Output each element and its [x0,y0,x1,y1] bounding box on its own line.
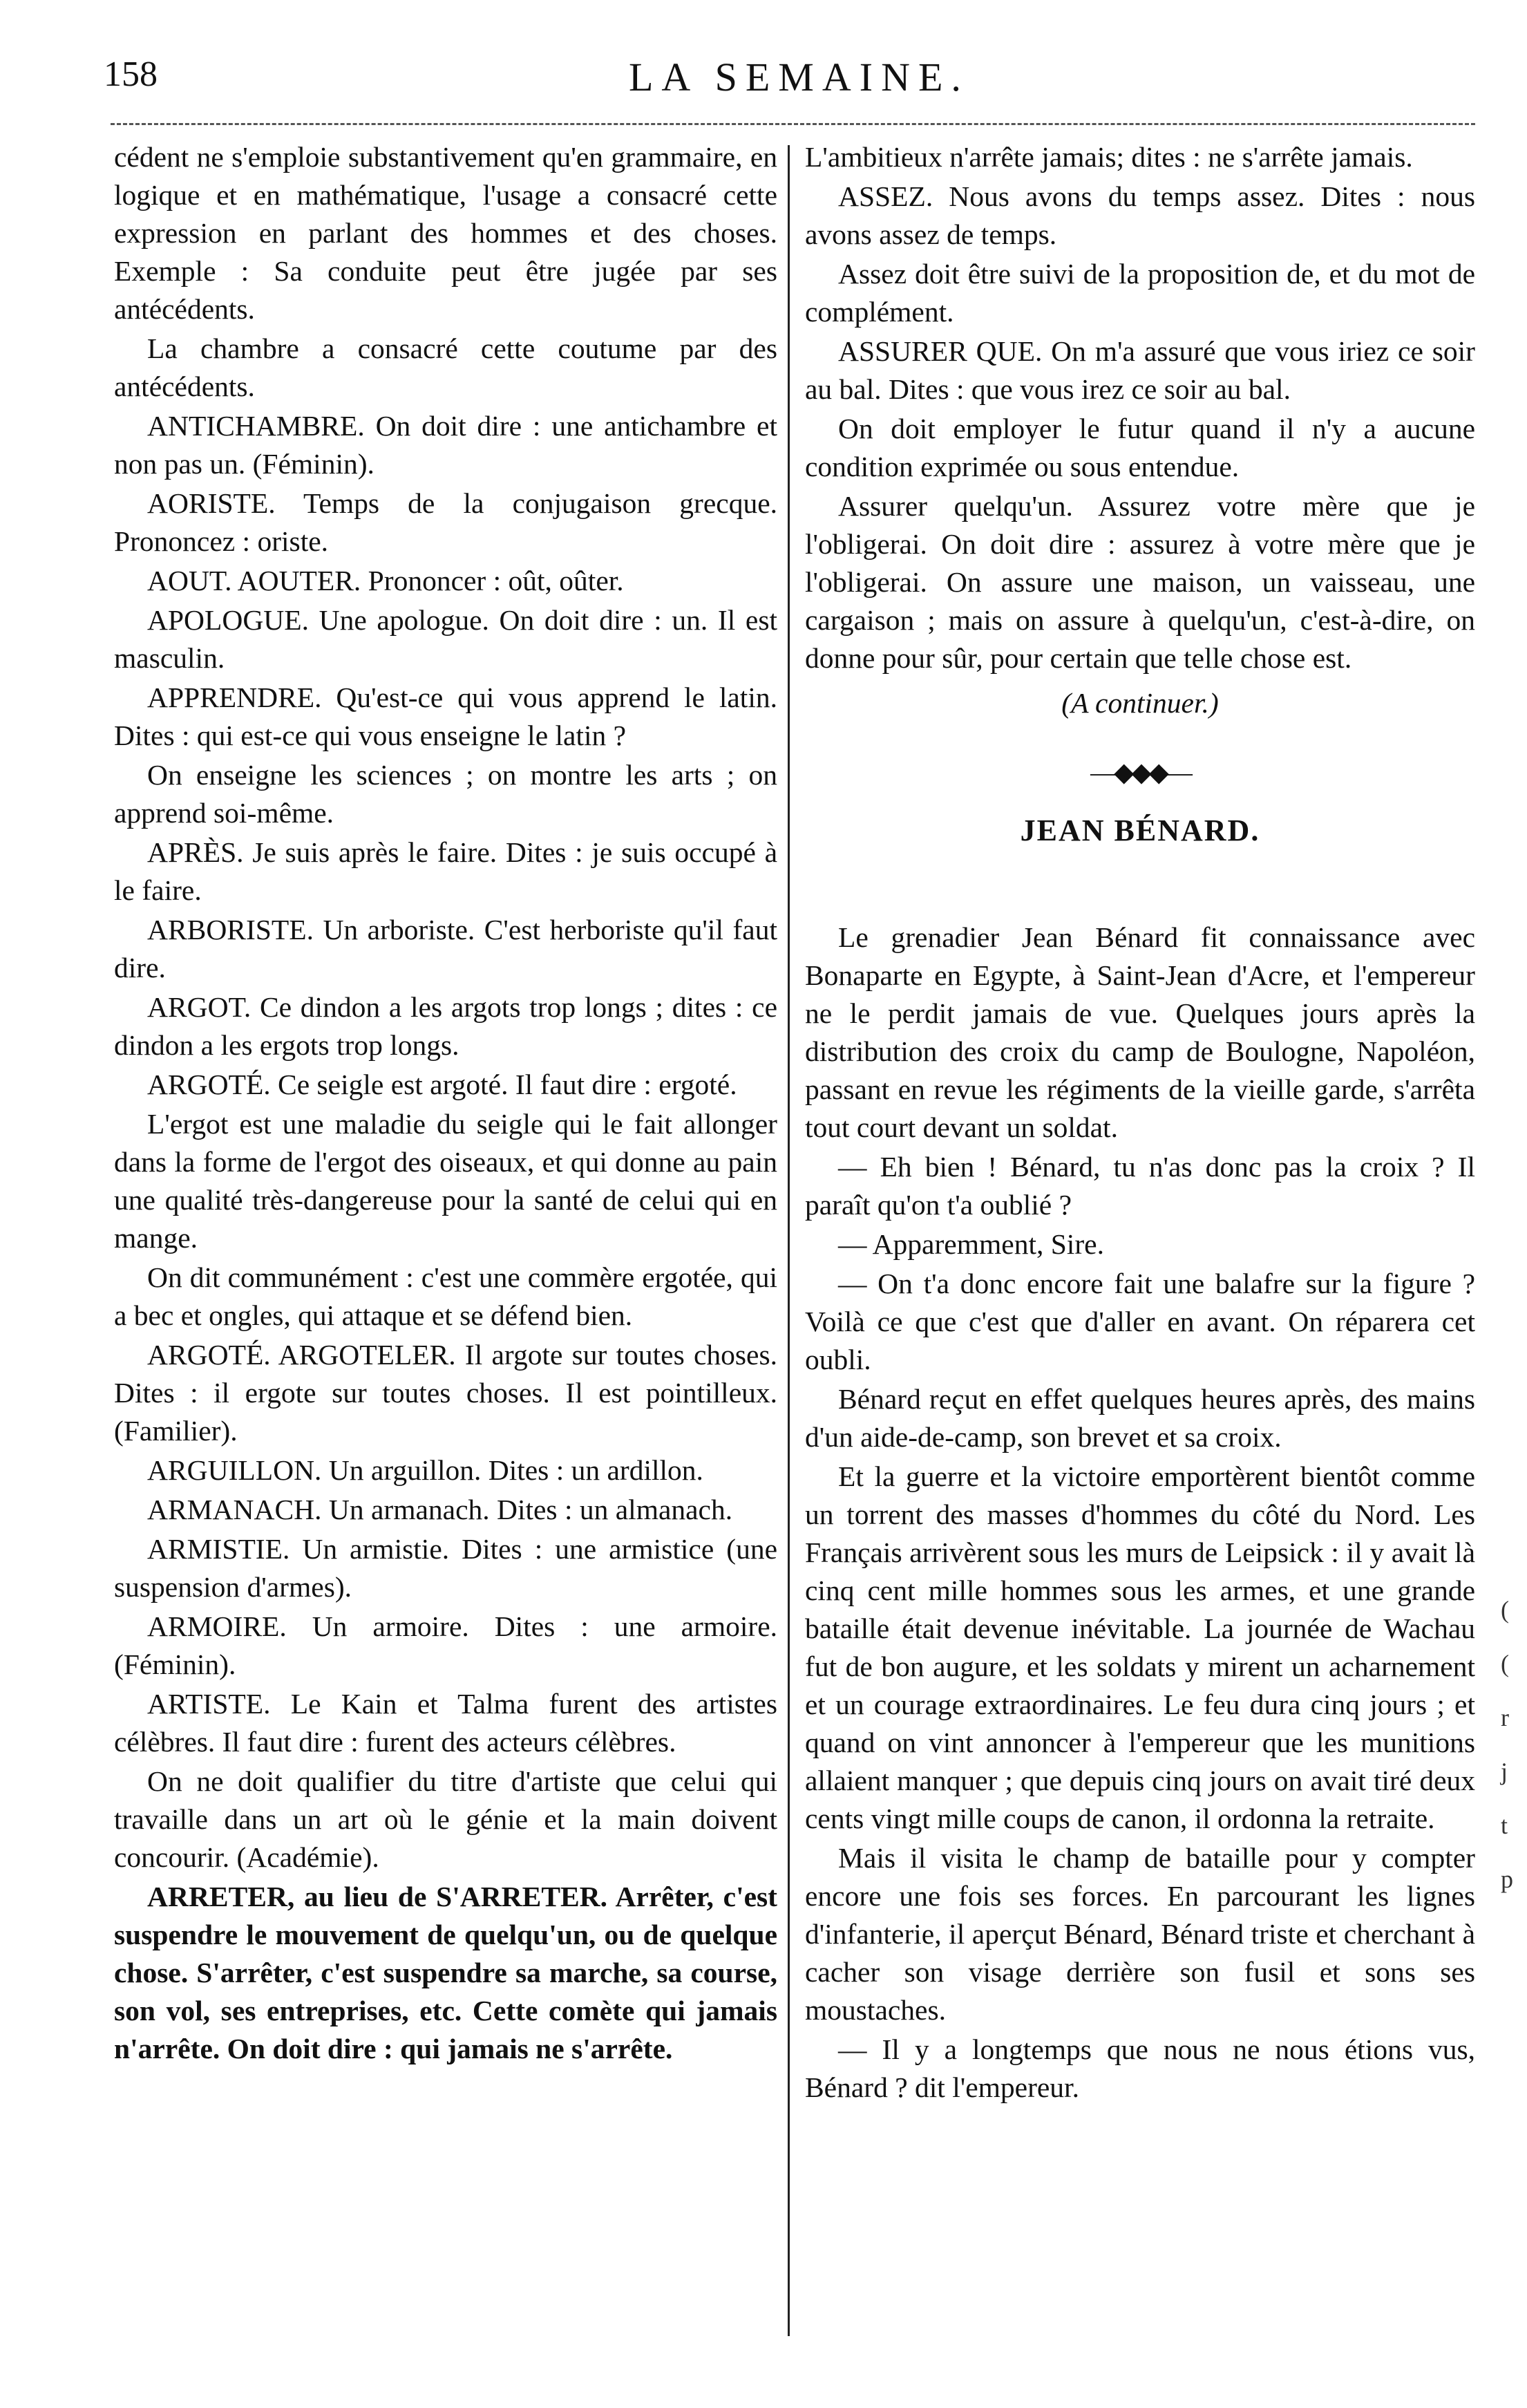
article-paragraph: — On t'a donc encore fait une balafre sur la figure ? Voilà ce que c'est que d'aller en avant. On réparera cet oubli. [805,1268,1475,1375]
entry-apologue: APOLOGUE. Une apologue. On doit dire : un. Il est masculin. [114,604,777,674]
column-divider [788,145,790,2336]
entry-arboriste: ARBORISTE. Un arboriste. C'est herboriste qu'il faut dire. [114,914,777,984]
paragraph: Assez doit être suivi de la proposition de, et du mot de complément. [805,258,1475,328]
entry-argoteler: ARGOTÉ. ARGOTELER. Il argote sur toutes choses. Dites : il ergote sur toutes choses. Il est pointilleux. (Familier). [114,1339,777,1447]
article-paragraph: Bénard reçut en effet quelques heures après, des mains d'un aide-de-camp, son brevet et sa croix. [805,1383,1475,1453]
margin-mark: r [1501,1704,1509,1731]
entry-artiste: ARTISTE. Le Kain et Talma furent des artistes célèbres. Il faut dire : furent des acteurs célèbres. [114,1688,777,1758]
article-paragraph: — Apparemment, Sire. [838,1228,1104,1260]
paragraph: On ne doit qualifier du titre d'artiste que celui qui travaille dans un art où le génie et la main doivent concourir. (Académie). [114,1765,777,1873]
entry-aout: AOUT. AOUTER. Prononcer : oût, oûter. [147,565,624,596]
paragraph: Assurer quelqu'un. Assurez votre mère que je l'obligerai. On doit dire : assurez à votre mère que je l'obligerai. On assure une maison, un vaisseau, une cargaison ; mais on assure à quelqu'un, c'est-à-dire, on donne pour sûr, pour certain que telle chose est. [805,490,1475,674]
entry-argot: ARGOT. Ce dindon a les argots trop longs ; dites : ce dindon a les ergots trop longs. [114,991,777,1061]
entry-armistie: ARMISTIE. Un armistie. Dites : une armistice (une suspension d'armes). [114,1533,777,1603]
ornament-divider: —◆◆◆— [1090,758,1190,787]
article-paragraph: — Il y a longtemps que nous ne nous étions vus, Bénard ? dit l'empereur. [805,2033,1475,2103]
margin-mark: ( [1501,1650,1509,1677]
entry-armoire: ARMOIRE. Un armoire. Dites : une armoire. (Féminin). [114,1610,777,1680]
entry-apres: APRÈS. Je suis après le faire. Dites : je suis occupé à le faire. [114,836,777,906]
entry-antichambre: ANTICHAMBRE. On doit dire : une antichambre et non pas un. (Féminin). [114,410,777,480]
entry-armanach: ARMANACH. Un armanach. Dites : un almanach. [147,1494,733,1525]
entry-aoriste: AORISTE. Temps de la conjugaison grecque. Prononcez : oriste. [114,487,777,557]
entry-argote: ARGOTÉ. Ce seigle est argoté. Il faut dire : ergoté. [147,1069,737,1100]
paragraph: La chambre a consacré cette coutume par des antécédents. [114,332,777,402]
running-title: LA SEMAINE. [629,55,969,100]
margin-mark: ( [1501,1596,1509,1624]
paragraph: L'ambitieux n'arrête jamais; dites : ne s'arrête jamais. [805,141,1413,173]
article-paragraph: — Eh bien ! Bénard, tu n'as donc pas la croix ? Il paraît qu'on t'a oublié ? [805,1151,1475,1221]
left-column [114,138,777,2069]
margin-mark: j [1501,1758,1508,1785]
to-be-continued: (A continuer.) [1061,687,1219,719]
page-header [104,54,1479,109]
paragraph: On enseigne les sciences ; on montre les arts ; on apprend soi-même. [114,759,777,829]
article-paragraph: Le grenadier Jean Bénard fit connaissance avec Bonaparte en Egypte, à Saint-Jean d'Acre, et l'empereur ne le perdit jamais de vue. Quelques jours après la distribution des croix du camp de Boulogne, Napoléon, passant en revue les régiments de la vieille garde, s'arrêta tout court devant un soldat. [805,921,1475,1143]
entry-assurer: ASSURER QUE. On m'a assuré que vous iriez ce soir au bal. Dites : que vous irez ce soir au bal. [805,335,1475,405]
margin-marks [1501,1583,1521,1906]
margin-mark: t [1501,1812,1508,1839]
entry-assez: ASSEZ. Nous avons du temps assez. Dites : nous avons assez de temps. [805,180,1475,250]
paragraph: On doit employer le futur quand il n'y a aucune condition exprimée ou sous entendue. [805,413,1475,482]
margin-mark: p [1501,1865,1513,1893]
article-paragraph: Et la guerre et la victoire emportèrent bientôt comme un torrent des masses d'hommes du côté du Nord. Les Français arrivèrent sous les murs de Leipsick : il y avait là cinq cent mille hommes sous les armes, et une grande bataille était devenue inévitable. La journée de Wachau fut de bon augure, et les soldats y mirent un acharnement et un courage extraordinaires. Le feu dura cinq jours ; et quand on vint annoncer à l'empereur que les munitions allaient manquer ; que depuis cinq jours on avait tiré deux cents vingt mille coups de canon, il ordonna la retraite. [805,1460,1475,1834]
article-title: JEAN BÉNARD. [1020,813,1260,847]
entry-arreter: ARRETER, au lieu de S'ARRETER. Arrêter, c'est suspendre le mouvement de quelqu'un, ou de quelque chose. S'arrêter, c'est suspendre sa marche, sa course, son vol, ses entreprises, etc. Cette comète qui jamais n'arrête. On doit dire : qui jamais ne s'arrête. [114,1881,777,2064]
paragraph: cédent ne s'emploie substantivement qu'en grammaire, en logique et en mathématique, l'usage a consacré cette expression en parlant des hommes et des choses. Exemple : Sa conduite peut être jugée par ses antécédents. [114,141,777,325]
paragraph: On dit communément : c'est une commère ergotée, qui a bec et ongles, qui attaque et se défend bien. [114,1261,777,1331]
header-rule [111,123,1475,125]
entry-apprendre: APPRENDRE. Qu'est-ce qui vous apprend le latin. Dites : qui est-ce qui vous enseigne le latin ? [114,681,777,751]
right-column [805,138,1475,2108]
article-paragraph: Mais il visita le champ de bataille pour y compter encore une fois ses forces. En parcourant les lignes d'infanterie, il aperçut Bénard, Bénard triste et cherchant à cacher son visage derrière son fusil et sons ses moustaches. [805,1842,1475,2026]
page-number: 158 [104,55,158,94]
entry-arguillon: ARGUILLON. Un arguillon. Dites : un ardillon. [147,1454,703,1486]
paragraph: L'ergot est une maladie du seigle qui le fait allonger dans la forme de l'ergot des oiseaux, et qui donne au pain une qualité très-dangereuse pour la santé de celui qui en mange. [114,1108,777,1254]
